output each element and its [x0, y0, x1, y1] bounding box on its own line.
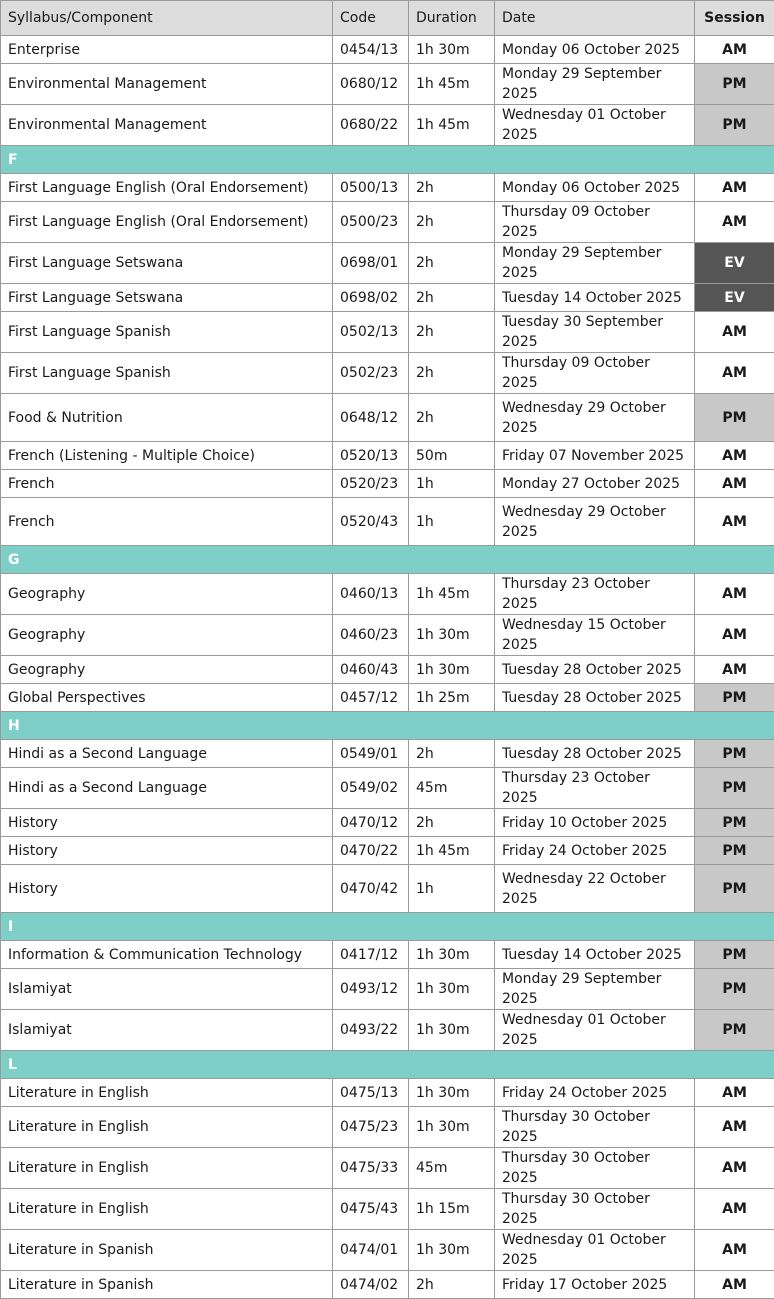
table-row [1, 353, 774, 394]
date-cell: Monday 29 September 2025 [495, 64, 695, 105]
session-cell: EV [695, 243, 774, 284]
component-cell: Geography [1, 574, 333, 615]
date-cell: Wednesday 01 October 2025 [495, 105, 695, 146]
component-cell: Environmental Management [1, 105, 333, 146]
date-cell: Thursday 09 October 2025 [495, 353, 695, 394]
date-cell: Friday 17 October 2025 [495, 1271, 695, 1299]
table-row [1, 740, 774, 768]
duration-cell: 1h 30m [409, 656, 495, 684]
session-cell: AM [695, 574, 774, 615]
section-letter-row [1, 546, 774, 574]
code-cell: 0648/12 [333, 394, 409, 442]
code-cell: 0470/22 [333, 837, 409, 865]
table-row [1, 1107, 774, 1148]
section-letter-row [1, 1051, 774, 1079]
table-row [1, 36, 774, 64]
table-row [1, 656, 774, 684]
duration-cell: 1h [409, 470, 495, 498]
code-cell: 0549/01 [333, 740, 409, 768]
session-cell: AM [695, 442, 774, 470]
table-row [1, 284, 774, 312]
section-letter: I [1, 913, 774, 941]
session-cell: PM [695, 740, 774, 768]
table-row [1, 1271, 774, 1299]
date-cell: Friday 07 November 2025 [495, 442, 695, 470]
component-cell: First Language Spanish [1, 353, 333, 394]
code-cell: 0520/13 [333, 442, 409, 470]
session-cell: AM [695, 174, 774, 202]
date-cell: Monday 29 September 2025 [495, 243, 695, 284]
component-cell: History [1, 809, 333, 837]
duration-cell: 1h 25m [409, 684, 495, 712]
code-cell: 0698/01 [333, 243, 409, 284]
session-cell: AM [695, 615, 774, 656]
date-cell: Wednesday 01 October 2025 [495, 1010, 695, 1051]
session-cell: PM [695, 865, 774, 913]
component-cell: French (Listening - Multiple Choice) [1, 442, 333, 470]
code-cell: 0454/13 [333, 36, 409, 64]
code-cell: 0680/12 [333, 64, 409, 105]
code-cell: 0493/12 [333, 969, 409, 1010]
session-cell: AM [695, 656, 774, 684]
section-letter-row [1, 712, 774, 740]
section-letter: F [1, 146, 774, 174]
component-cell: Literature in Spanish [1, 1230, 333, 1271]
table-body [1, 36, 774, 1299]
table-row [1, 498, 774, 546]
session-cell: AM [695, 470, 774, 498]
date-cell: Thursday 30 October 2025 [495, 1107, 695, 1148]
session-cell: AM [695, 1079, 774, 1107]
code-cell: 0417/12 [333, 941, 409, 969]
component-cell: Literature in English [1, 1079, 333, 1107]
component-cell: History [1, 865, 333, 913]
date-cell: Wednesday 29 October 2025 [495, 394, 695, 442]
table-row [1, 837, 774, 865]
table-row [1, 574, 774, 615]
code-cell: 0474/02 [333, 1271, 409, 1299]
duration-cell: 1h 30m [409, 1079, 495, 1107]
component-cell: Global Perspectives [1, 684, 333, 712]
table-row [1, 202, 774, 243]
session-cell: EV [695, 284, 774, 312]
session-cell: PM [695, 394, 774, 442]
component-cell: Enterprise [1, 36, 333, 64]
component-cell: Hindi as a Second Language [1, 768, 333, 809]
table-row [1, 615, 774, 656]
code-cell: 0500/23 [333, 202, 409, 243]
component-cell: Literature in English [1, 1148, 333, 1189]
table-row [1, 64, 774, 105]
duration-cell: 1h 45m [409, 64, 495, 105]
header-code: Code [333, 1, 409, 36]
header-duration: Duration [409, 1, 495, 36]
table-row [1, 105, 774, 146]
table-row [1, 865, 774, 913]
duration-cell: 1h 30m [409, 1107, 495, 1148]
table-row [1, 394, 774, 442]
table-row [1, 243, 774, 284]
table-row [1, 1189, 774, 1230]
session-cell: AM [695, 1148, 774, 1189]
table-row [1, 941, 774, 969]
date-cell: Monday 29 September 2025 [495, 969, 695, 1010]
duration-cell: 2h [409, 243, 495, 284]
session-cell: PM [695, 684, 774, 712]
session-cell: PM [695, 941, 774, 969]
component-cell: Literature in Spanish [1, 1271, 333, 1299]
code-cell: 0520/23 [333, 470, 409, 498]
date-cell: Thursday 09 October 2025 [495, 202, 695, 243]
code-cell: 0475/23 [333, 1107, 409, 1148]
code-cell: 0500/13 [333, 174, 409, 202]
component-cell: First Language English (Oral Endorsement) [1, 202, 333, 243]
duration-cell: 1h 30m [409, 1010, 495, 1051]
table-row [1, 174, 774, 202]
component-cell: History [1, 837, 333, 865]
date-cell: Thursday 30 October 2025 [495, 1148, 695, 1189]
date-cell: Wednesday 29 October 2025 [495, 498, 695, 546]
code-cell: 0475/43 [333, 1189, 409, 1230]
section-letter-row [1, 146, 774, 174]
duration-cell: 1h 30m [409, 615, 495, 656]
code-cell: 0475/13 [333, 1079, 409, 1107]
code-cell: 0460/43 [333, 656, 409, 684]
duration-cell: 45m [409, 768, 495, 809]
session-cell: PM [695, 837, 774, 865]
code-cell: 0460/23 [333, 615, 409, 656]
duration-cell: 1h 45m [409, 574, 495, 615]
session-cell: AM [695, 36, 774, 64]
session-cell: AM [695, 1271, 774, 1299]
duration-cell: 2h [409, 1271, 495, 1299]
code-cell: 0493/22 [333, 1010, 409, 1051]
duration-cell: 1h 45m [409, 837, 495, 865]
table-row [1, 442, 774, 470]
duration-cell: 50m [409, 442, 495, 470]
duration-cell: 1h [409, 865, 495, 913]
code-cell: 0549/02 [333, 768, 409, 809]
date-cell: Monday 06 October 2025 [495, 36, 695, 64]
date-cell: Wednesday 01 October 2025 [495, 1230, 695, 1271]
code-cell: 0470/12 [333, 809, 409, 837]
date-cell: Friday 10 October 2025 [495, 809, 695, 837]
date-cell: Wednesday 15 October 2025 [495, 615, 695, 656]
session-cell: PM [695, 768, 774, 809]
date-cell: Thursday 30 October 2025 [495, 1189, 695, 1230]
date-cell: Monday 27 October 2025 [495, 470, 695, 498]
session-cell: PM [695, 105, 774, 146]
component-cell: Geography [1, 656, 333, 684]
duration-cell: 1h 30m [409, 941, 495, 969]
component-cell: Islamiyat [1, 1010, 333, 1051]
session-cell: AM [695, 1107, 774, 1148]
date-cell: Friday 24 October 2025 [495, 1079, 695, 1107]
duration-cell: 2h [409, 394, 495, 442]
date-cell: Tuesday 28 October 2025 [495, 656, 695, 684]
component-cell: French [1, 470, 333, 498]
duration-cell: 1h 30m [409, 1230, 495, 1271]
component-cell: First Language Setswana [1, 284, 333, 312]
code-cell: 0502/23 [333, 353, 409, 394]
code-cell: 0680/22 [333, 105, 409, 146]
session-cell: AM [695, 498, 774, 546]
date-cell: Wednesday 22 October 2025 [495, 865, 695, 913]
duration-cell: 2h [409, 809, 495, 837]
date-cell: Thursday 23 October 2025 [495, 574, 695, 615]
component-cell: First Language Spanish [1, 312, 333, 353]
table-row [1, 1230, 774, 1271]
header-component: Syllabus/Component [1, 1, 333, 36]
component-cell: Environmental Management [1, 64, 333, 105]
table-row [1, 768, 774, 809]
date-cell: Thursday 23 October 2025 [495, 768, 695, 809]
date-cell: Tuesday 30 September 2025 [495, 312, 695, 353]
header-session: Session [695, 1, 774, 36]
duration-cell: 2h [409, 202, 495, 243]
date-cell: Monday 06 October 2025 [495, 174, 695, 202]
session-cell: AM [695, 1230, 774, 1271]
component-cell: First Language Setswana [1, 243, 333, 284]
session-cell: PM [695, 64, 774, 105]
table-row [1, 312, 774, 353]
code-cell: 0470/42 [333, 865, 409, 913]
component-cell: Literature in English [1, 1189, 333, 1230]
date-cell: Tuesday 28 October 2025 [495, 740, 695, 768]
table-row [1, 470, 774, 498]
code-cell: 0474/01 [333, 1230, 409, 1271]
session-cell: AM [695, 312, 774, 353]
duration-cell: 2h [409, 353, 495, 394]
duration-cell: 1h 30m [409, 36, 495, 64]
code-cell: 0502/13 [333, 312, 409, 353]
duration-cell: 1h 30m [409, 969, 495, 1010]
table-row [1, 969, 774, 1010]
session-cell: AM [695, 202, 774, 243]
session-cell: PM [695, 809, 774, 837]
session-cell: PM [695, 969, 774, 1010]
component-cell: Hindi as a Second Language [1, 740, 333, 768]
table-row [1, 1079, 774, 1107]
code-cell: 0475/33 [333, 1148, 409, 1189]
component-cell: French [1, 498, 333, 546]
duration-cell: 1h [409, 498, 495, 546]
duration-cell: 2h [409, 740, 495, 768]
date-cell: Tuesday 28 October 2025 [495, 684, 695, 712]
session-cell: PM [695, 1010, 774, 1051]
code-cell: 0520/43 [333, 498, 409, 546]
session-cell: AM [695, 353, 774, 394]
table-row [1, 1148, 774, 1189]
date-cell: Tuesday 14 October 2025 [495, 941, 695, 969]
duration-cell: 1h 15m [409, 1189, 495, 1230]
date-cell: Tuesday 14 October 2025 [495, 284, 695, 312]
date-cell: Friday 24 October 2025 [495, 837, 695, 865]
table-row [1, 809, 774, 837]
duration-cell: 2h [409, 284, 495, 312]
component-cell: Geography [1, 615, 333, 656]
component-cell: Information & Communication Technology [1, 941, 333, 969]
duration-cell: 2h [409, 174, 495, 202]
component-cell: First Language English (Oral Endorsement) [1, 174, 333, 202]
code-cell: 0460/13 [333, 574, 409, 615]
code-cell: 0457/12 [333, 684, 409, 712]
section-letter: L [1, 1051, 774, 1079]
component-cell: Islamiyat [1, 969, 333, 1010]
component-cell: Food & Nutrition [1, 394, 333, 442]
duration-cell: 1h 45m [409, 105, 495, 146]
table-row [1, 1010, 774, 1051]
table-header [1, 1, 774, 36]
header-date: Date [495, 1, 695, 36]
duration-cell: 2h [409, 312, 495, 353]
section-letter-row [1, 913, 774, 941]
duration-cell: 45m [409, 1148, 495, 1189]
section-letter: G [1, 546, 774, 574]
table-row [1, 684, 774, 712]
section-letter: H [1, 712, 774, 740]
code-cell: 0698/02 [333, 284, 409, 312]
component-cell: Literature in English [1, 1107, 333, 1148]
session-cell: AM [695, 1189, 774, 1230]
